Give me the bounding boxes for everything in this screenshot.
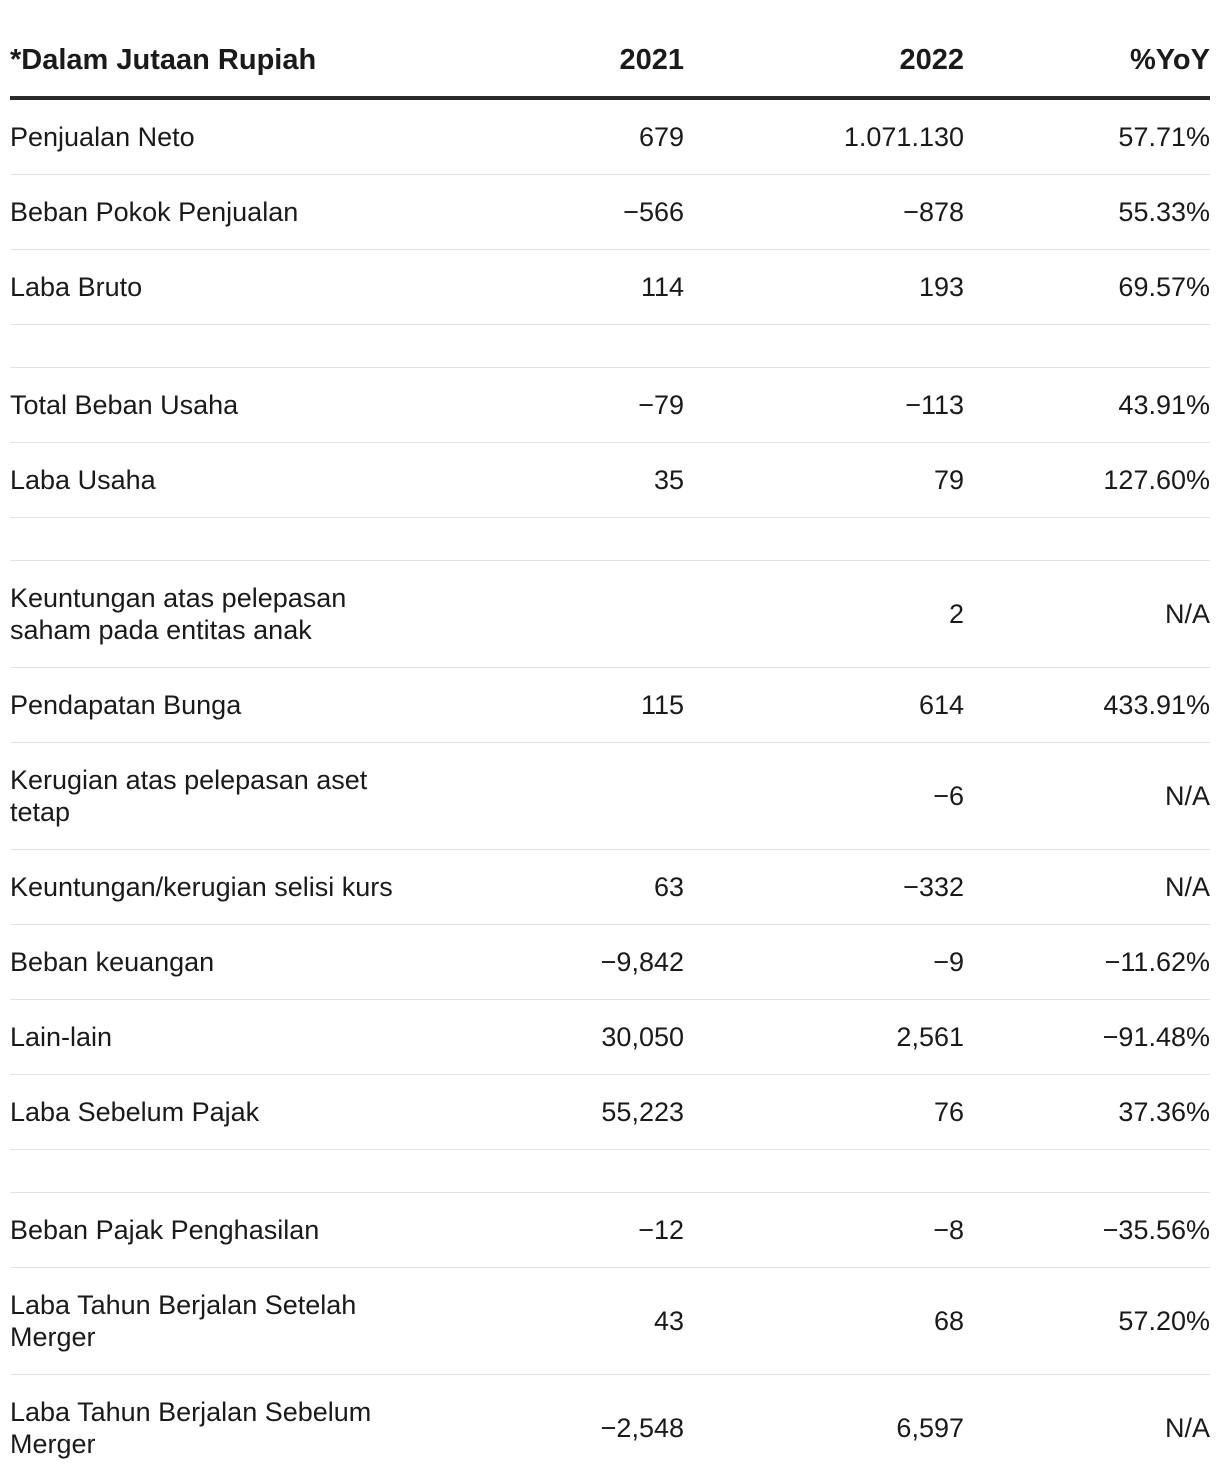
row-label: Total Beban Usaha	[10, 390, 239, 420]
table-row	[10, 443, 1210, 518]
row-value-2021: −566	[623, 197, 684, 227]
row-value-2021: 114	[640, 272, 684, 302]
row-value-2022: 79	[933, 465, 964, 495]
row-value-yoy: N/A	[1164, 872, 1210, 902]
table-row	[10, 368, 1210, 443]
table-row	[10, 1000, 1210, 1075]
row-value-2022: −9	[933, 947, 964, 977]
row-label: Lain-lain	[10, 1022, 113, 1052]
row-value-2022: −8	[933, 1215, 964, 1245]
spacer-row	[10, 1150, 1210, 1193]
row-value-yoy: 127.60%	[1103, 465, 1210, 495]
row-label: Pendapatan Bunga	[10, 690, 242, 720]
row-value-2021: 55,223	[601, 1097, 684, 1127]
row-value-2021: 30,050	[601, 1022, 684, 1052]
row-value-2022: 193	[918, 272, 964, 302]
table-row	[10, 100, 1210, 175]
spacer-row	[10, 325, 1210, 368]
row-value-yoy: −11.62%	[1104, 947, 1210, 977]
table-row	[10, 1375, 1210, 1481]
row-label: Beban Pajak Penghasilan	[10, 1215, 320, 1245]
row-label: Laba Tahun Berjalan Setelah Merger	[10, 1290, 357, 1352]
header-yoy: %YoY	[1129, 44, 1210, 76]
row-value-2021: −79	[638, 390, 684, 420]
row-value-yoy: 43.91%	[1118, 390, 1210, 420]
table-row	[10, 668, 1210, 743]
row-label: Laba Tahun Berjalan Sebelum Merger	[10, 1397, 372, 1459]
row-value-2022: 614	[918, 690, 964, 720]
row-label: Keuntungan/kerugian selisi kurs	[10, 872, 393, 902]
row-label: Keuntungan atas pelepasan saham pada entitas anak	[10, 583, 347, 645]
financial-table	[10, 0, 1210, 1481]
row-label: Laba Usaha	[10, 465, 156, 495]
row-value-2022: −113	[905, 390, 964, 420]
table-row	[10, 743, 1210, 850]
table-row	[10, 1193, 1210, 1268]
row-value-2022: 2	[948, 599, 964, 629]
table-row	[10, 175, 1210, 250]
row-value-yoy: 57.20%	[1118, 1306, 1210, 1336]
row-value-yoy: −35.56%	[1102, 1215, 1210, 1245]
row-value-yoy: 55.33%	[1118, 197, 1210, 227]
header-2021: 2021	[619, 44, 684, 76]
row-value-yoy: 69.57%	[1118, 272, 1210, 302]
table-row	[10, 850, 1210, 925]
row-value-2021: 43	[653, 1306, 684, 1336]
table-row	[10, 925, 1210, 1000]
row-value-2022: 76	[933, 1097, 964, 1127]
table-row	[10, 561, 1210, 668]
table-row	[10, 1075, 1210, 1150]
row-value-yoy: −91.48%	[1102, 1022, 1210, 1052]
table-row	[10, 250, 1210, 325]
header-2022: 2022	[899, 44, 964, 76]
row-value-yoy: 57.71%	[1118, 122, 1210, 152]
row-value-2021: −2,548	[600, 1413, 684, 1443]
row-value-2021: 35	[653, 465, 684, 495]
row-value-yoy: 433.91%	[1103, 690, 1210, 720]
row-value-2021: 115	[640, 690, 684, 720]
row-value-2022: 6,597	[896, 1413, 964, 1443]
row-value-yoy: N/A	[1164, 1413, 1210, 1443]
row-value-2022: 1.071.130	[843, 122, 964, 152]
row-value-2022: −6	[933, 781, 964, 811]
row-value-2021: 679	[638, 122, 684, 152]
row-value-2021: 63	[653, 872, 684, 902]
row-value-yoy: N/A	[1164, 781, 1210, 811]
row-value-2022: 2,561	[896, 1022, 964, 1052]
row-label: Beban keuangan	[10, 947, 215, 977]
header-label: *Dalam Jutaan Rupiah	[10, 44, 317, 76]
row-value-2022: −332	[903, 872, 964, 902]
row-label: Laba Sebelum Pajak	[10, 1097, 260, 1127]
table-row	[10, 1268, 1210, 1375]
row-label: Laba Bruto	[10, 272, 143, 302]
row-value-yoy: N/A	[1164, 599, 1210, 629]
row-label: Beban Pokok Penjualan	[10, 197, 299, 227]
row-value-2021: −9,842	[600, 947, 684, 977]
row-value-2021: −12	[638, 1215, 684, 1245]
row-value-2022: −878	[903, 197, 964, 227]
row-label: Kerugian atas pelepasan aset tetap	[10, 765, 368, 827]
row-value-yoy: 37.36%	[1118, 1097, 1210, 1127]
row-value-2022: 68	[933, 1306, 964, 1336]
table-header	[10, 0, 1210, 100]
row-label: Penjualan Neto	[10, 122, 195, 152]
spacer-row	[10, 518, 1210, 561]
